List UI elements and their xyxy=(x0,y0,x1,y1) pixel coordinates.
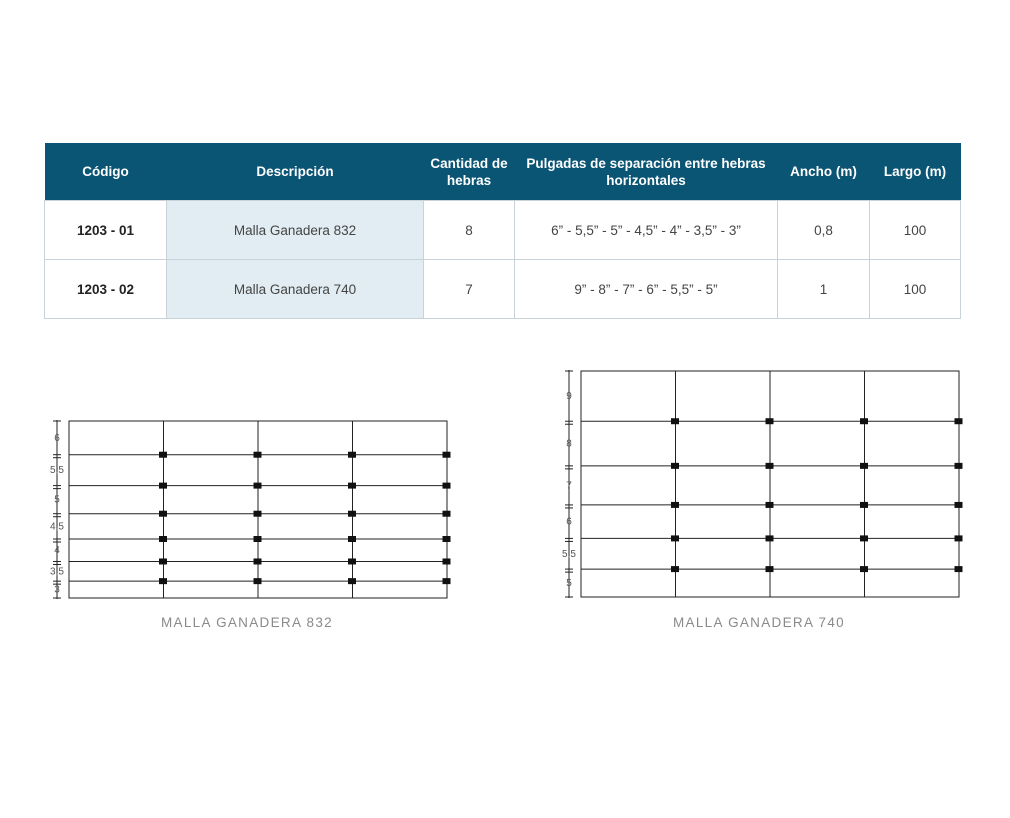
mesh-knot xyxy=(671,535,679,541)
mesh-knot xyxy=(766,418,774,424)
cell-pulgadas: 9” - 8” - 7” - 6” - 5,5” - 5” xyxy=(515,260,778,319)
mesh-knot xyxy=(443,511,451,517)
header-pulgadas-separacion: Pulgadas de separación entre hebras horizontales xyxy=(515,143,778,201)
mesh-knot xyxy=(159,578,167,584)
spacing-label: 3 xyxy=(54,584,60,596)
cell-pulgadas: 6” - 5,5” - 5” - 4,5” - 4” - 3,5” - 3” xyxy=(515,201,778,260)
mesh-knot xyxy=(159,511,167,517)
mesh-knot xyxy=(443,558,451,564)
mesh-knot xyxy=(955,502,963,508)
mesh-knot xyxy=(348,452,356,458)
mesh-knot xyxy=(254,483,262,489)
cell-largo: 100 xyxy=(870,201,961,260)
mesh-knot xyxy=(860,566,868,572)
mesh-knot xyxy=(254,511,262,517)
cell-descripcion: Malla Ganadera 740 xyxy=(167,260,424,319)
mesh-knot xyxy=(348,483,356,489)
header-codigo: Código xyxy=(45,143,167,201)
spacing-label: 6 xyxy=(566,516,572,528)
mesh-knot xyxy=(443,452,451,458)
spacing-label: 6 xyxy=(54,432,60,444)
cell-cantidad: 8 xyxy=(424,201,515,260)
mesh-knot xyxy=(671,418,679,424)
mesh-knot xyxy=(766,535,774,541)
mesh-knot xyxy=(254,558,262,564)
mesh-knot xyxy=(159,536,167,542)
mesh-knot xyxy=(860,418,868,424)
header-largo: Largo (m) xyxy=(870,143,961,201)
mesh-knot xyxy=(860,535,868,541)
mesh-knot xyxy=(860,463,868,469)
mesh-knot xyxy=(955,535,963,541)
mesh-knot xyxy=(860,502,868,508)
mesh-knot xyxy=(348,511,356,517)
mesh-knot xyxy=(955,566,963,572)
mesh-knot xyxy=(159,452,167,458)
mesh-knot xyxy=(766,502,774,508)
header-cantidad-hebras: Cantidad de hebras xyxy=(424,143,515,201)
mesh-knot xyxy=(443,536,451,542)
mesh-knot xyxy=(766,566,774,572)
mesh-diagram-740 xyxy=(562,370,962,598)
spacing-label: 3,5 xyxy=(50,566,64,578)
cell-ancho: 1 xyxy=(778,260,870,319)
cell-cantidad: 7 xyxy=(424,260,515,319)
mesh-diagram-832 xyxy=(50,420,450,599)
cell-codigo: 1203 - 02 xyxy=(45,260,167,319)
cell-descripcion: Malla Ganadera 832 xyxy=(167,201,424,260)
mesh-knot xyxy=(671,502,679,508)
spacing-label: 4 xyxy=(54,545,60,557)
mesh-knot xyxy=(443,483,451,489)
mesh-knot xyxy=(671,463,679,469)
cell-codigo: 1203 - 01 xyxy=(45,201,167,260)
spacing-label: 9 xyxy=(566,391,572,403)
mesh-knot xyxy=(159,558,167,564)
spacing-label: 5,5 xyxy=(562,548,576,560)
mesh-knot xyxy=(671,566,679,572)
mesh-knot xyxy=(955,463,963,469)
diagram-caption-740: MALLA GANADERA 740 xyxy=(673,615,845,630)
mesh-knot xyxy=(443,578,451,584)
spacing-label: 5,5 xyxy=(50,465,64,477)
spacing-label: 4,5 xyxy=(50,521,64,533)
mesh-knot xyxy=(159,483,167,489)
spacing-label: 5 xyxy=(566,578,572,590)
mesh-knot xyxy=(348,578,356,584)
mesh-knot xyxy=(254,452,262,458)
cell-largo: 100 xyxy=(870,260,961,319)
spacing-label: 8 xyxy=(566,438,572,450)
mesh-knot xyxy=(766,463,774,469)
mesh-knot xyxy=(348,558,356,564)
header-ancho: Ancho (m) xyxy=(778,143,870,201)
mesh-knot xyxy=(254,578,262,584)
spacing-label: 7 xyxy=(566,480,572,492)
mesh-knot xyxy=(955,418,963,424)
mesh-knot xyxy=(254,536,262,542)
spacing-label: 5 xyxy=(54,494,60,506)
header-descripcion: Descripción xyxy=(167,143,424,201)
diagram-caption-832: MALLA GANADERA 832 xyxy=(161,615,333,630)
cell-ancho: 0,8 xyxy=(778,201,870,260)
mesh-knot xyxy=(348,536,356,542)
